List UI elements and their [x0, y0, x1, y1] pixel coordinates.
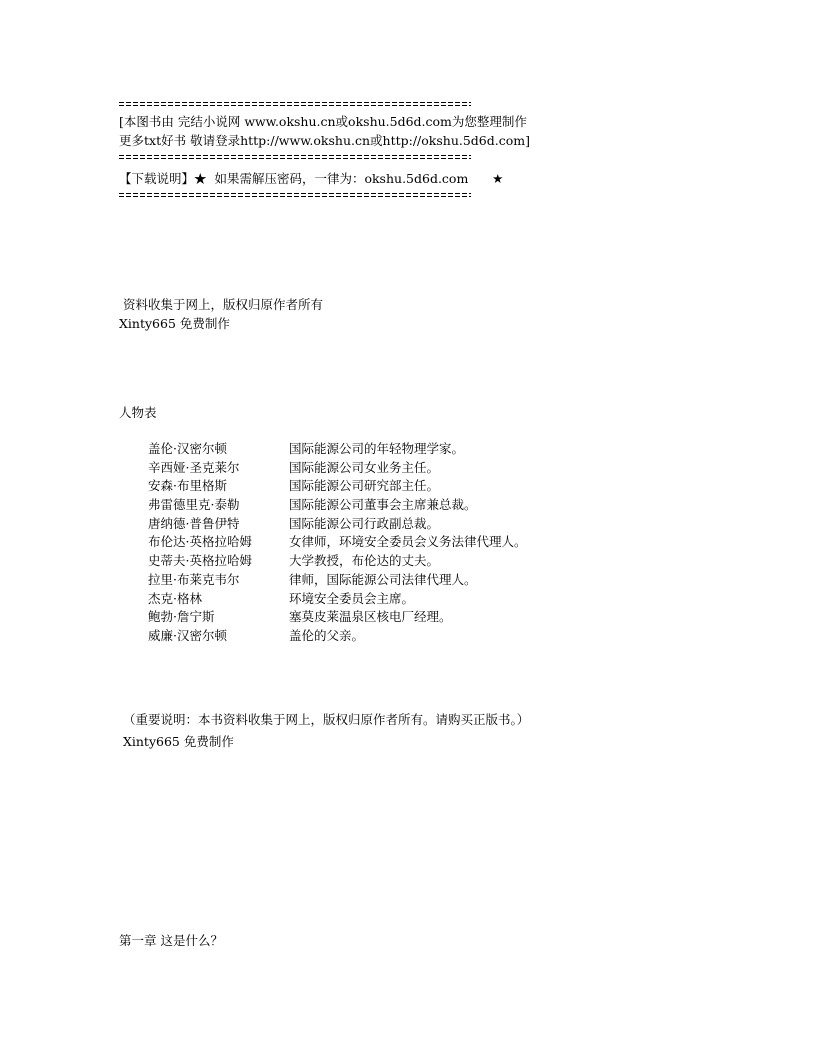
cast-name: 弗雷德里克·泰勒: [148, 497, 240, 513]
cast-name: 鲍勃·詹宁斯: [148, 609, 215, 625]
copyright-notice: 资料收集于网上，版权归原作者所有: [119, 297, 323, 312]
cast-row: [148, 440, 527, 459]
cast-row: [148, 590, 527, 609]
important-notice: （重要说明：本书资料收集于网上，版权归原作者所有。请购买正版书。）: [119, 712, 530, 727]
cast-name: 史蒂夫·英格拉哈姆: [148, 553, 252, 569]
cast-row: [148, 477, 527, 496]
cast-description: 塞莫皮莱温泉区核电厂经理。: [289, 609, 452, 625]
cast-description: 国际能源公司董事会主席兼总裁。: [289, 497, 477, 513]
cast-name: 威廉·汉密尔顿: [148, 627, 227, 643]
cast-description: 国际能源公司的年轻物理学家。: [289, 441, 465, 456]
maker-credit: Xinty665 免费制作: [119, 734, 234, 749]
cast-name: 安森·布里格斯: [148, 478, 227, 494]
separator-line: [119, 193, 471, 197]
cast-row: [148, 608, 527, 627]
maker-credit: Xinty665 免费制作: [119, 316, 230, 331]
separator-line: [119, 155, 471, 159]
cast-name: 拉里·布莱克韦尔: [148, 571, 240, 587]
cast-name: 辛西娅·圣克莱尔: [148, 459, 240, 475]
cast-row: [148, 515, 527, 534]
header-line-1: [本图书由 完结小说网 www.okshu.cn或okshu.5d6d.com为您整理制作: [119, 114, 527, 129]
cast-row: [148, 533, 527, 552]
header-line-2: 更多txt好书 敬请登录http://www.okshu.cn或http://okshu.5d6d.com]: [119, 133, 530, 148]
cast-name: 唐纳德·普鲁伊特: [148, 515, 240, 531]
cast-list: [148, 440, 527, 646]
cast-row: [148, 552, 527, 571]
cast-row: [148, 459, 527, 478]
cast-name: 盖伦·汉密尔顿: [148, 441, 227, 456]
download-note: 【下载说明】★ 如果需解压密码，一律为：okshu.5d6d.com ★: [119, 171, 504, 186]
cast-row: [148, 627, 527, 646]
chapter-title: 第一章 这是什么？: [119, 933, 223, 948]
cast-description: 大学教授，布伦达的丈夫。: [289, 553, 440, 569]
cast-description: 国际能源公司女业务主任。: [289, 459, 440, 475]
cast-name: 杰克·格林: [148, 590, 202, 606]
cast-row: [148, 571, 527, 590]
cast-description: 女律师，环境安全委员会义务法律代理人。: [289, 534, 527, 550]
cast-description: 国际能源公司行政副总裁。: [289, 515, 440, 531]
separator-line: [119, 102, 471, 106]
cast-title: 人物表: [119, 405, 157, 420]
cast-row: [148, 496, 527, 515]
cast-description: 律师，国际能源公司法律代理人。: [289, 571, 477, 587]
cast-description: 盖伦的父亲。: [289, 627, 365, 643]
cast-description: 环境安全委员会主席。: [289, 590, 415, 606]
cast-name: 布伦达·英格拉哈姆: [148, 534, 252, 550]
cast-description: 国际能源公司研究部主任。: [289, 478, 440, 494]
